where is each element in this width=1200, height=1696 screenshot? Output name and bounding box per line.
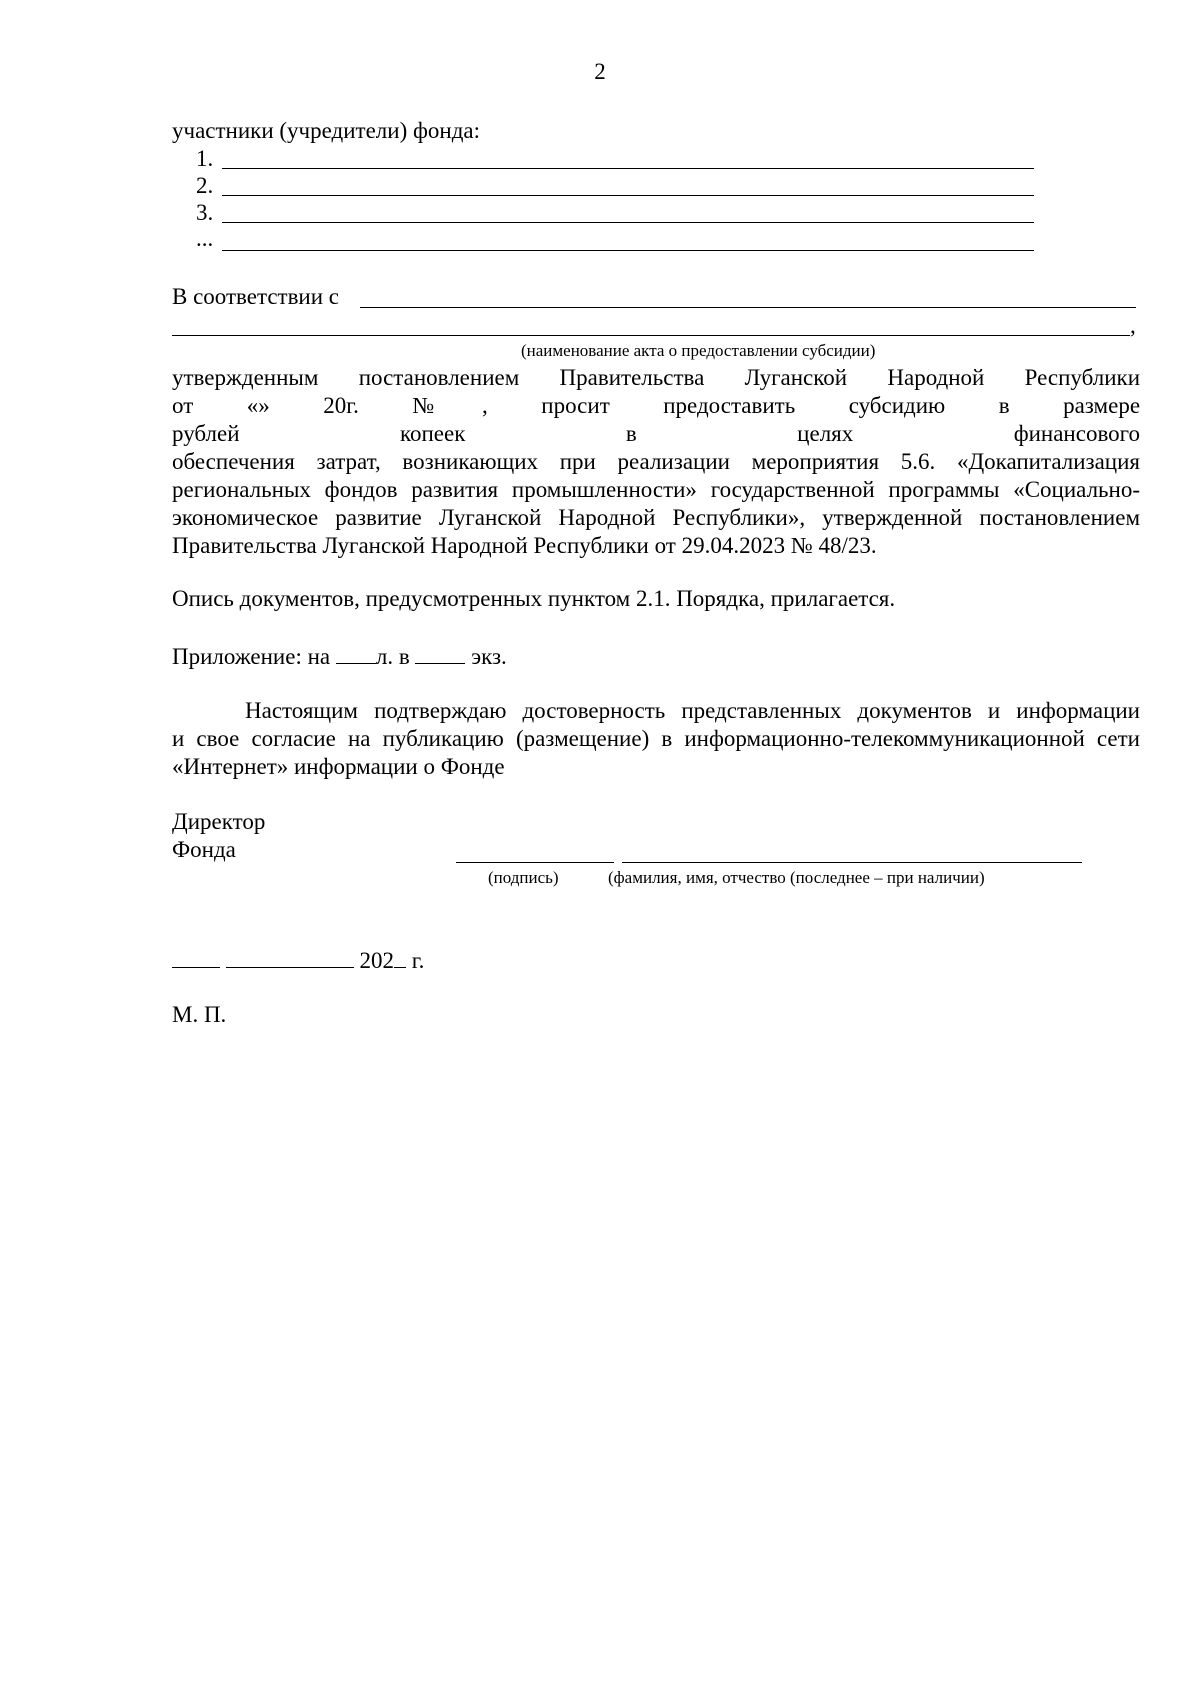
- participant-item-3-blank[interactable]: [222, 222, 1034, 223]
- word: целях: [797, 421, 854, 446]
- word: просит: [541, 393, 610, 418]
- participant-item-3-number: 3.: [196, 200, 214, 225]
- word: предоставить: [663, 393, 796, 418]
- date-day-field[interactable]: [247, 393, 270, 418]
- word: размере: [1063, 393, 1141, 418]
- act-name-caption: (наименование акта о предоставлении субсидии): [521, 341, 876, 360]
- accordance-lead: В соответствии с: [172, 284, 340, 309]
- number-field[interactable]: [412, 393, 487, 418]
- signature-caption: (подпись): [488, 868, 559, 887]
- appendix-lead: Приложение: на: [172, 644, 331, 669]
- accordance-line-5: региональных фондов развития промышленности» государственной программы «Социально-: [172, 477, 1140, 502]
- date-line: [172, 945, 424, 975]
- inventory-text: Опись документов, предусмотренных пунктом 2.1. Порядка, прилагается.: [172, 586, 896, 611]
- full-name-blank[interactable]: [622, 862, 1082, 863]
- confirmation-line-3: «Интернет» информации о Фонде: [172, 754, 505, 779]
- signer-title-line-1: Директор: [172, 809, 266, 834]
- word: финансового: [1013, 421, 1141, 446]
- act-name-blank-2[interactable]: [172, 335, 1130, 336]
- accordance-paragraph: [172, 448, 1140, 560]
- from-word: от: [172, 393, 194, 418]
- word: субсидию: [848, 393, 946, 418]
- page-number: 2: [594, 59, 606, 84]
- signature-blank[interactable]: [456, 862, 614, 863]
- confirmation-line-1: Настоящим подтверждаю достоверность представленных документов и информации: [245, 698, 1140, 723]
- copies-blank[interactable]: [415, 641, 465, 664]
- date-day-blank[interactable]: [172, 945, 220, 968]
- participant-item-2-number: 2.: [196, 173, 214, 198]
- confirmation-paragraph: [172, 697, 1140, 781]
- full-name-caption: (фамилия, имя, отчество (последнее – при наличии): [608, 868, 985, 887]
- act-name-comma: ,: [1130, 313, 1136, 338]
- date-year-prefix: 202: [359, 948, 394, 973]
- sheets-blank[interactable]: [336, 641, 376, 664]
- number-sign: №: [412, 393, 483, 418]
- confirmation-line-2: и свое согласие на публикацию (размещение) в информационно-телекоммуникационной сети: [172, 726, 1140, 751]
- date-year-field[interactable]: [360, 948, 407, 973]
- participant-item-more: ...: [196, 226, 214, 251]
- accordance-line-1: [172, 364, 1140, 392]
- copies-word: экз.: [471, 644, 507, 669]
- accordance-line-6: экономическое развитие Луганской Народной Республики», утвержденной постановлением: [172, 505, 1140, 530]
- word: в: [998, 393, 1010, 418]
- word: утвержденным: [172, 365, 319, 390]
- participant-item-1-blank[interactable]: [222, 168, 1034, 169]
- word: Правительства: [559, 365, 705, 390]
- sheets-word: л. в: [375, 644, 410, 669]
- accordance-line-2: [172, 392, 1140, 420]
- comma: ,: [482, 393, 488, 418]
- date-year-blank[interactable]: [394, 945, 406, 968]
- accordance-line-4: обеспечения затрат, возникающих при реализации мероприятия 5.6. «Докапитализация: [172, 449, 1140, 474]
- year-field[interactable]: [323, 393, 359, 418]
- quote-close: »: [258, 393, 270, 418]
- appendix-line: [172, 641, 507, 671]
- accordance-line-7: Правительства Луганской Народной Республики от 29.04.2023 № 48/23.: [172, 533, 877, 558]
- word: Республики: [1024, 365, 1141, 390]
- word: постановлением: [358, 365, 520, 390]
- word: Луганской: [744, 365, 848, 390]
- year-prefix: 20: [323, 393, 347, 418]
- accordance-line-3: [172, 420, 1140, 448]
- rubles-word: рублей: [172, 421, 240, 446]
- year-suffix: г.: [346, 393, 359, 418]
- quote-open: «: [246, 393, 259, 418]
- stamp-place: М. П.: [172, 1002, 227, 1027]
- word: в: [625, 421, 637, 446]
- date-month-blank[interactable]: [226, 945, 354, 968]
- date-year-suffix: г.: [411, 948, 425, 973]
- act-name-blank-1[interactable]: [360, 307, 1136, 308]
- signer-title-line-2: Фонда: [172, 837, 236, 862]
- kopecks-word: копеек: [399, 421, 466, 446]
- participant-item-1-number: 1.: [196, 146, 214, 171]
- word: Народной: [887, 365, 985, 390]
- participants-heading: участники (учредители) фонда:: [172, 118, 480, 143]
- participant-item-2-blank[interactable]: [222, 195, 1034, 196]
- participant-item-more-blank[interactable]: [222, 250, 1034, 251]
